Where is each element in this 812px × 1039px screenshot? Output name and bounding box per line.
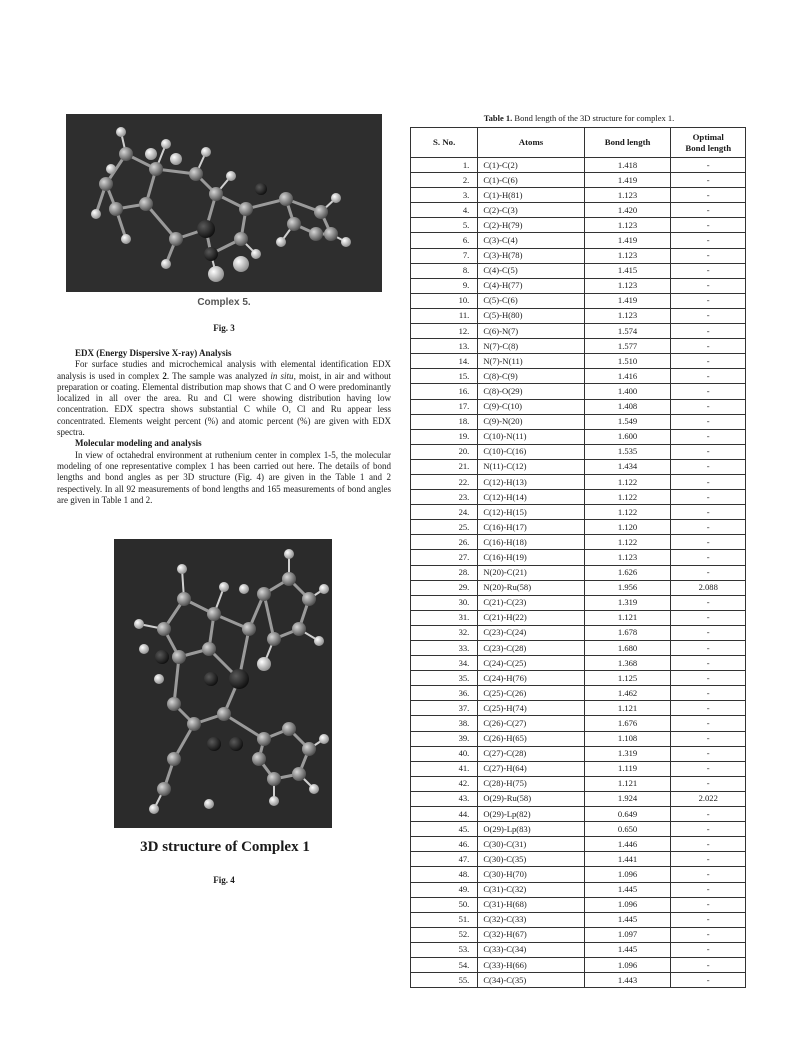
figure-4-caption: 3D structure of Complex 1	[140, 839, 310, 855]
cell-sno: 48.	[411, 867, 478, 882]
cell-bond-length: 1.577	[584, 339, 671, 354]
cell-optimal: -	[671, 957, 746, 972]
cell-atoms: C(31)-C(32)	[478, 882, 584, 897]
cell-bond-length: 1.415	[584, 263, 671, 278]
cell-atoms: N(7)-N(11)	[478, 354, 584, 369]
cell-atoms: C(33)-H(66)	[478, 957, 584, 972]
modeling-paragraph: In view of octahedral environment at ruthenium center in complex 1-5, the molecular modeling of one representative complex 1 has been carried out here. The details of bond lengths and bond angles as per 3D structure (Fig. 4) are given in the Table 1 and 2 respectively. In all 92 measurements of bond lengths and 165 measurements of bond angles are given in Table 1 and 2.	[57, 449, 391, 505]
cell-bond-length: 1.122	[584, 505, 671, 520]
table-row	[411, 505, 746, 520]
table-row	[411, 293, 746, 308]
cell-bond-length: 1.416	[584, 369, 671, 384]
cell-sno: 51.	[411, 912, 478, 927]
table-row	[411, 429, 746, 444]
cell-optimal: -	[671, 218, 746, 233]
table-row	[411, 761, 746, 776]
cell-bond-length: 1.123	[584, 248, 671, 263]
cell-sno: 49.	[411, 882, 478, 897]
cell-optimal: -	[671, 339, 746, 354]
cell-bond-length: 1.434	[584, 459, 671, 474]
table-row	[411, 897, 746, 912]
cell-sno: 41.	[411, 761, 478, 776]
cell-optimal: -	[671, 822, 746, 837]
table-row	[411, 248, 746, 263]
table-row	[411, 173, 746, 188]
cell-bond-length: 1.676	[584, 716, 671, 731]
cell-atoms: C(30)-C(35)	[478, 852, 584, 867]
cell-atoms: C(12)-H(13)	[478, 474, 584, 489]
cell-bond-length: 1.123	[584, 308, 671, 323]
cell-optimal: -	[671, 671, 746, 686]
table-row	[411, 701, 746, 716]
cell-optimal: -	[671, 625, 746, 640]
table-row	[411, 912, 746, 927]
cell-atoms: C(1)-C(6)	[478, 173, 584, 188]
header-atoms: Atoms	[478, 128, 584, 158]
cell-optimal: -	[671, 882, 746, 897]
cell-atoms: C(16)-H(17)	[478, 520, 584, 535]
table-row	[411, 656, 746, 671]
table-row	[411, 535, 746, 550]
table-row	[411, 776, 746, 791]
edx-paragraph: For surface studies and microchemical analysis with elemental identification EDX analysis is used in complex 2. The sample was analyzed in situ, moist, in air and without preparation or coating. Elemental distribution map shows that C and O were predominantly localized in all over the area. Ru and Cl were showing distribution having low concentration. EDX spectra shows substantial C while O, Cl and Ru appear less concentrated. Elements weight percent (%) and atomic percent (%) are given with EDX spectra.	[57, 359, 391, 438]
cell-sno: 50.	[411, 897, 478, 912]
cell-sno: 42.	[411, 776, 478, 791]
cell-optimal: -	[671, 278, 746, 293]
cell-bond-length: 1.680	[584, 641, 671, 656]
cell-optimal: -	[671, 867, 746, 882]
cell-bond-length: 1.123	[584, 550, 671, 565]
cell-sno: 12.	[411, 324, 478, 339]
cell-atoms: C(16)-H(19)	[478, 550, 584, 565]
cell-bond-length: 1.121	[584, 701, 671, 716]
cell-bond-length: 1.400	[584, 384, 671, 399]
complex1-molecule-image	[114, 539, 332, 828]
cell-sno: 21.	[411, 459, 478, 474]
cell-atoms: C(30)-C(31)	[478, 837, 584, 852]
cell-bond-length: 1.408	[584, 399, 671, 414]
table-row	[411, 278, 746, 293]
cell-sno: 6.	[411, 233, 478, 248]
table-row	[411, 520, 746, 535]
table-row	[411, 444, 746, 459]
cell-sno: 36.	[411, 686, 478, 701]
cell-sno: 16.	[411, 384, 478, 399]
cell-atoms: C(8)-C(9)	[478, 369, 584, 384]
cell-optimal: -	[671, 505, 746, 520]
table-row	[411, 867, 746, 882]
cell-optimal: -	[671, 369, 746, 384]
table-row	[411, 399, 746, 414]
cell-optimal: -	[671, 776, 746, 791]
cell-atoms: C(21)-C(23)	[478, 595, 584, 610]
table-row	[411, 384, 746, 399]
cell-optimal: -	[671, 610, 746, 625]
cell-optimal: -	[671, 852, 746, 867]
cell-bond-length: 1.096	[584, 957, 671, 972]
cell-atoms: C(33)-C(34)	[478, 942, 584, 957]
cell-sno: 43.	[411, 791, 478, 806]
cell-bond-length: 1.123	[584, 188, 671, 203]
figure-4-label: Fig. 4	[213, 875, 235, 885]
table-row	[411, 218, 746, 233]
cell-sno: 39.	[411, 731, 478, 746]
cell-bond-length: 1.123	[584, 278, 671, 293]
cell-optimal: -	[671, 399, 746, 414]
cell-atoms: N(20)-C(21)	[478, 565, 584, 580]
cell-sno: 11.	[411, 308, 478, 323]
cell-atoms: C(34)-C(35)	[478, 973, 584, 988]
table-row	[411, 354, 746, 369]
cell-bond-length: 1.924	[584, 791, 671, 806]
cell-atoms: C(25)-H(74)	[478, 701, 584, 716]
cell-sno: 8.	[411, 263, 478, 278]
cell-atoms: C(26)-H(65)	[478, 731, 584, 746]
cell-bond-length: 1.122	[584, 535, 671, 550]
cell-bond-length: 1.678	[584, 625, 671, 640]
cell-sno: 29.	[411, 580, 478, 595]
cell-optimal: -	[671, 686, 746, 701]
cell-bond-length: 0.649	[584, 807, 671, 822]
cell-optimal: -	[671, 308, 746, 323]
cell-bond-length: 1.462	[584, 686, 671, 701]
cell-bond-length: 1.120	[584, 520, 671, 535]
cell-atoms: C(23)-C(24)	[478, 625, 584, 640]
table-row	[411, 610, 746, 625]
cell-optimal: -	[671, 324, 746, 339]
cell-bond-length: 1.123	[584, 218, 671, 233]
cell-sno: 23.	[411, 490, 478, 505]
cell-sno: 2.	[411, 173, 478, 188]
cell-bond-length: 1.119	[584, 761, 671, 776]
cell-optimal: 2.088	[671, 580, 746, 595]
cell-optimal: -	[671, 263, 746, 278]
table-row	[411, 339, 746, 354]
cell-bond-length: 1.121	[584, 610, 671, 625]
cell-optimal: -	[671, 595, 746, 610]
cell-atoms: C(10)-C(16)	[478, 444, 584, 459]
cell-bond-length: 0.650	[584, 822, 671, 837]
table-row	[411, 837, 746, 852]
table-row	[411, 957, 746, 972]
cell-optimal: -	[671, 701, 746, 716]
cell-sno: 31.	[411, 610, 478, 625]
table-row	[411, 625, 746, 640]
cell-atoms: O(29)-Lp(83)	[478, 822, 584, 837]
table-row	[411, 474, 746, 489]
header-sno: S. No.	[411, 128, 478, 158]
cell-sno: 32.	[411, 625, 478, 640]
cell-bond-length: 1.121	[584, 776, 671, 791]
table-row	[411, 746, 746, 761]
cell-sno: 20.	[411, 444, 478, 459]
cell-atoms: C(3)-C(4)	[478, 233, 584, 248]
cell-bond-length: 1.419	[584, 293, 671, 308]
table-row	[411, 791, 746, 806]
cell-sno: 17.	[411, 399, 478, 414]
cell-atoms: C(2)-C(3)	[478, 203, 584, 218]
table-row	[411, 641, 746, 656]
table-row	[411, 188, 746, 203]
cell-optimal: -	[671, 459, 746, 474]
cell-sno: 30.	[411, 595, 478, 610]
cell-sno: 44.	[411, 807, 478, 822]
cell-sno: 24.	[411, 505, 478, 520]
cell-optimal: -	[671, 837, 746, 852]
cell-bond-length: 1.626	[584, 565, 671, 580]
complex1-molecule-render	[114, 539, 332, 828]
cell-optimal: -	[671, 414, 746, 429]
table-row	[411, 671, 746, 686]
cell-optimal: 2.022	[671, 791, 746, 806]
cell-optimal: -	[671, 248, 746, 263]
cell-atoms: C(31)-H(68)	[478, 897, 584, 912]
cell-atoms: C(23)-C(28)	[478, 641, 584, 656]
cell-atoms: C(12)-H(14)	[478, 490, 584, 505]
cell-optimal: -	[671, 354, 746, 369]
cell-atoms: C(21)-H(22)	[478, 610, 584, 625]
cell-atoms: C(10)-N(11)	[478, 429, 584, 444]
cell-optimal: -	[671, 444, 746, 459]
cell-bond-length: 1.122	[584, 474, 671, 489]
cell-bond-length: 1.419	[584, 173, 671, 188]
cell-atoms: C(3)-H(78)	[478, 248, 584, 263]
cell-atoms: C(25)-C(26)	[478, 686, 584, 701]
cell-bond-length: 1.319	[584, 746, 671, 761]
cell-optimal: -	[671, 897, 746, 912]
cell-optimal: -	[671, 173, 746, 188]
complex5-molecule-render	[66, 114, 382, 292]
cell-bond-length: 1.418	[584, 158, 671, 173]
cell-sno: 14.	[411, 354, 478, 369]
cell-optimal: -	[671, 293, 746, 308]
cell-optimal: -	[671, 942, 746, 957]
cell-bond-length: 1.319	[584, 595, 671, 610]
cell-bond-length: 1.549	[584, 414, 671, 429]
cell-atoms: O(29)-Ru(58)	[478, 791, 584, 806]
cell-atoms: N(7)-C(8)	[478, 339, 584, 354]
cell-atoms: N(20)-Ru(58)	[478, 580, 584, 595]
table-row	[411, 490, 746, 505]
cell-optimal: -	[671, 912, 746, 927]
cell-atoms: C(5)-C(6)	[478, 293, 584, 308]
cell-optimal: -	[671, 233, 746, 248]
table-row	[411, 369, 746, 384]
header-bond-length: Bond length	[584, 128, 671, 158]
table-row	[411, 203, 746, 218]
cell-sno: 40.	[411, 746, 478, 761]
cell-bond-length: 1.125	[584, 671, 671, 686]
table-row	[411, 927, 746, 942]
cell-bond-length: 1.441	[584, 852, 671, 867]
cell-bond-length: 1.445	[584, 882, 671, 897]
cell-optimal: -	[671, 656, 746, 671]
cell-sno: 9.	[411, 278, 478, 293]
cell-atoms: C(6)-N(7)	[478, 324, 584, 339]
header-optimal-bond-length: Optimal Bond length	[671, 128, 746, 158]
cell-atoms: C(9)-N(20)	[478, 414, 584, 429]
table-row	[411, 822, 746, 837]
cell-sno: 25.	[411, 520, 478, 535]
table-row	[411, 308, 746, 323]
figure-3-label: Fig. 3	[213, 323, 235, 333]
cell-optimal: -	[671, 203, 746, 218]
cell-sno: 45.	[411, 822, 478, 837]
modeling-heading: Molecular modeling and analysis	[75, 438, 202, 449]
cell-bond-length: 1.600	[584, 429, 671, 444]
cell-sno: 53.	[411, 942, 478, 957]
cell-sno: 55.	[411, 973, 478, 988]
table-row	[411, 414, 746, 429]
cell-optimal: -	[671, 520, 746, 535]
cell-atoms: C(5)-H(80)	[478, 308, 584, 323]
table-row	[411, 459, 746, 474]
table-row	[411, 580, 746, 595]
table-row	[411, 263, 746, 278]
cell-sno: 38.	[411, 716, 478, 731]
cell-optimal: -	[671, 384, 746, 399]
cell-sno: 34.	[411, 656, 478, 671]
cell-bond-length: 1.446	[584, 837, 671, 852]
cell-atoms: C(28)-H(75)	[478, 776, 584, 791]
cell-optimal: -	[671, 807, 746, 822]
cell-optimal: -	[671, 474, 746, 489]
cell-sno: 35.	[411, 671, 478, 686]
cell-sno: 1.	[411, 158, 478, 173]
table-row	[411, 973, 746, 988]
cell-optimal: -	[671, 761, 746, 776]
cell-sno: 27.	[411, 550, 478, 565]
cell-bond-length: 1.535	[584, 444, 671, 459]
cell-bond-length: 1.445	[584, 912, 671, 927]
cell-optimal: -	[671, 158, 746, 173]
cell-atoms: O(29)-Lp(82)	[478, 807, 584, 822]
cell-optimal: -	[671, 746, 746, 761]
cell-optimal: -	[671, 565, 746, 580]
figure-3-caption: Complex 5.	[197, 297, 251, 308]
cell-optimal: -	[671, 429, 746, 444]
cell-bond-length: 1.368	[584, 656, 671, 671]
table-row	[411, 158, 746, 173]
complex5-molecule-image	[66, 114, 382, 292]
table-row	[411, 807, 746, 822]
cell-optimal: -	[671, 927, 746, 942]
cell-optimal: -	[671, 188, 746, 203]
cell-bond-length: 1.445	[584, 942, 671, 957]
cell-optimal: -	[671, 535, 746, 550]
table-row	[411, 716, 746, 731]
cell-sno: 3.	[411, 188, 478, 203]
table-row	[411, 550, 746, 565]
table-header-row	[411, 128, 746, 158]
cell-optimal: -	[671, 716, 746, 731]
table-title: Table 1. Bond length of the 3D structure for complex 1.	[483, 113, 675, 123]
table-row	[411, 731, 746, 746]
table-row	[411, 942, 746, 957]
body-text	[57, 348, 391, 506]
cell-bond-length: 1.108	[584, 731, 671, 746]
cell-bond-length: 1.510	[584, 354, 671, 369]
cell-atoms: C(16)-H(18)	[478, 535, 584, 550]
table-row	[411, 686, 746, 701]
cell-optimal: -	[671, 731, 746, 746]
cell-optimal: -	[671, 973, 746, 988]
cell-atoms: C(32)-H(67)	[478, 927, 584, 942]
cell-atoms: C(27)-H(64)	[478, 761, 584, 776]
cell-optimal: -	[671, 550, 746, 565]
cell-sno: 15.	[411, 369, 478, 384]
table-row	[411, 852, 746, 867]
cell-bond-length: 1.443	[584, 973, 671, 988]
cell-bond-length: 1.097	[584, 927, 671, 942]
cell-sno: 4.	[411, 203, 478, 218]
cell-bond-length: 1.419	[584, 233, 671, 248]
cell-atoms: C(12)-H(15)	[478, 505, 584, 520]
cell-sno: 28.	[411, 565, 478, 580]
cell-sno: 46.	[411, 837, 478, 852]
cell-atoms: C(24)-H(76)	[478, 671, 584, 686]
cell-bond-length: 1.096	[584, 897, 671, 912]
table-row	[411, 324, 746, 339]
cell-atoms: C(4)-H(77)	[478, 278, 584, 293]
cell-sno: 37.	[411, 701, 478, 716]
cell-bond-length: 1.122	[584, 490, 671, 505]
cell-optimal: -	[671, 490, 746, 505]
cell-atoms: C(32)-C(33)	[478, 912, 584, 927]
cell-sno: 47.	[411, 852, 478, 867]
cell-bond-length: 1.420	[584, 203, 671, 218]
cell-sno: 33.	[411, 641, 478, 656]
cell-optimal: -	[671, 641, 746, 656]
cell-atoms: C(4)-C(5)	[478, 263, 584, 278]
cell-sno: 7.	[411, 248, 478, 263]
table-row	[411, 233, 746, 248]
cell-sno: 18.	[411, 414, 478, 429]
cell-sno: 10.	[411, 293, 478, 308]
cell-sno: 5.	[411, 218, 478, 233]
cell-sno: 13.	[411, 339, 478, 354]
cell-bond-length: 1.574	[584, 324, 671, 339]
cell-atoms: C(8)-O(29)	[478, 384, 584, 399]
table-row	[411, 565, 746, 580]
cell-atoms: N(11)-C(12)	[478, 459, 584, 474]
cell-bond-length: 1.096	[584, 867, 671, 882]
cell-sno: 19.	[411, 429, 478, 444]
table-row	[411, 595, 746, 610]
cell-atoms: C(9)-C(10)	[478, 399, 584, 414]
cell-sno: 26.	[411, 535, 478, 550]
cell-atoms: C(26)-C(27)	[478, 716, 584, 731]
cell-sno: 54.	[411, 957, 478, 972]
edx-heading: EDX (Energy Dispersive X-ray) Analysis	[75, 348, 232, 358]
cell-atoms: C(27)-C(28)	[478, 746, 584, 761]
cell-atoms: C(2)-H(79)	[478, 218, 584, 233]
cell-atoms: C(1)-C(2)	[478, 158, 584, 173]
bond-length-table	[410, 127, 746, 988]
table-row	[411, 882, 746, 897]
cell-sno: 22.	[411, 474, 478, 489]
cell-atoms: C(30)-H(70)	[478, 867, 584, 882]
table-body	[411, 158, 746, 988]
cell-atoms: C(24)-C(25)	[478, 656, 584, 671]
cell-sno: 52.	[411, 927, 478, 942]
cell-bond-length: 1.956	[584, 580, 671, 595]
cell-atoms: C(1)-H(81)	[478, 188, 584, 203]
